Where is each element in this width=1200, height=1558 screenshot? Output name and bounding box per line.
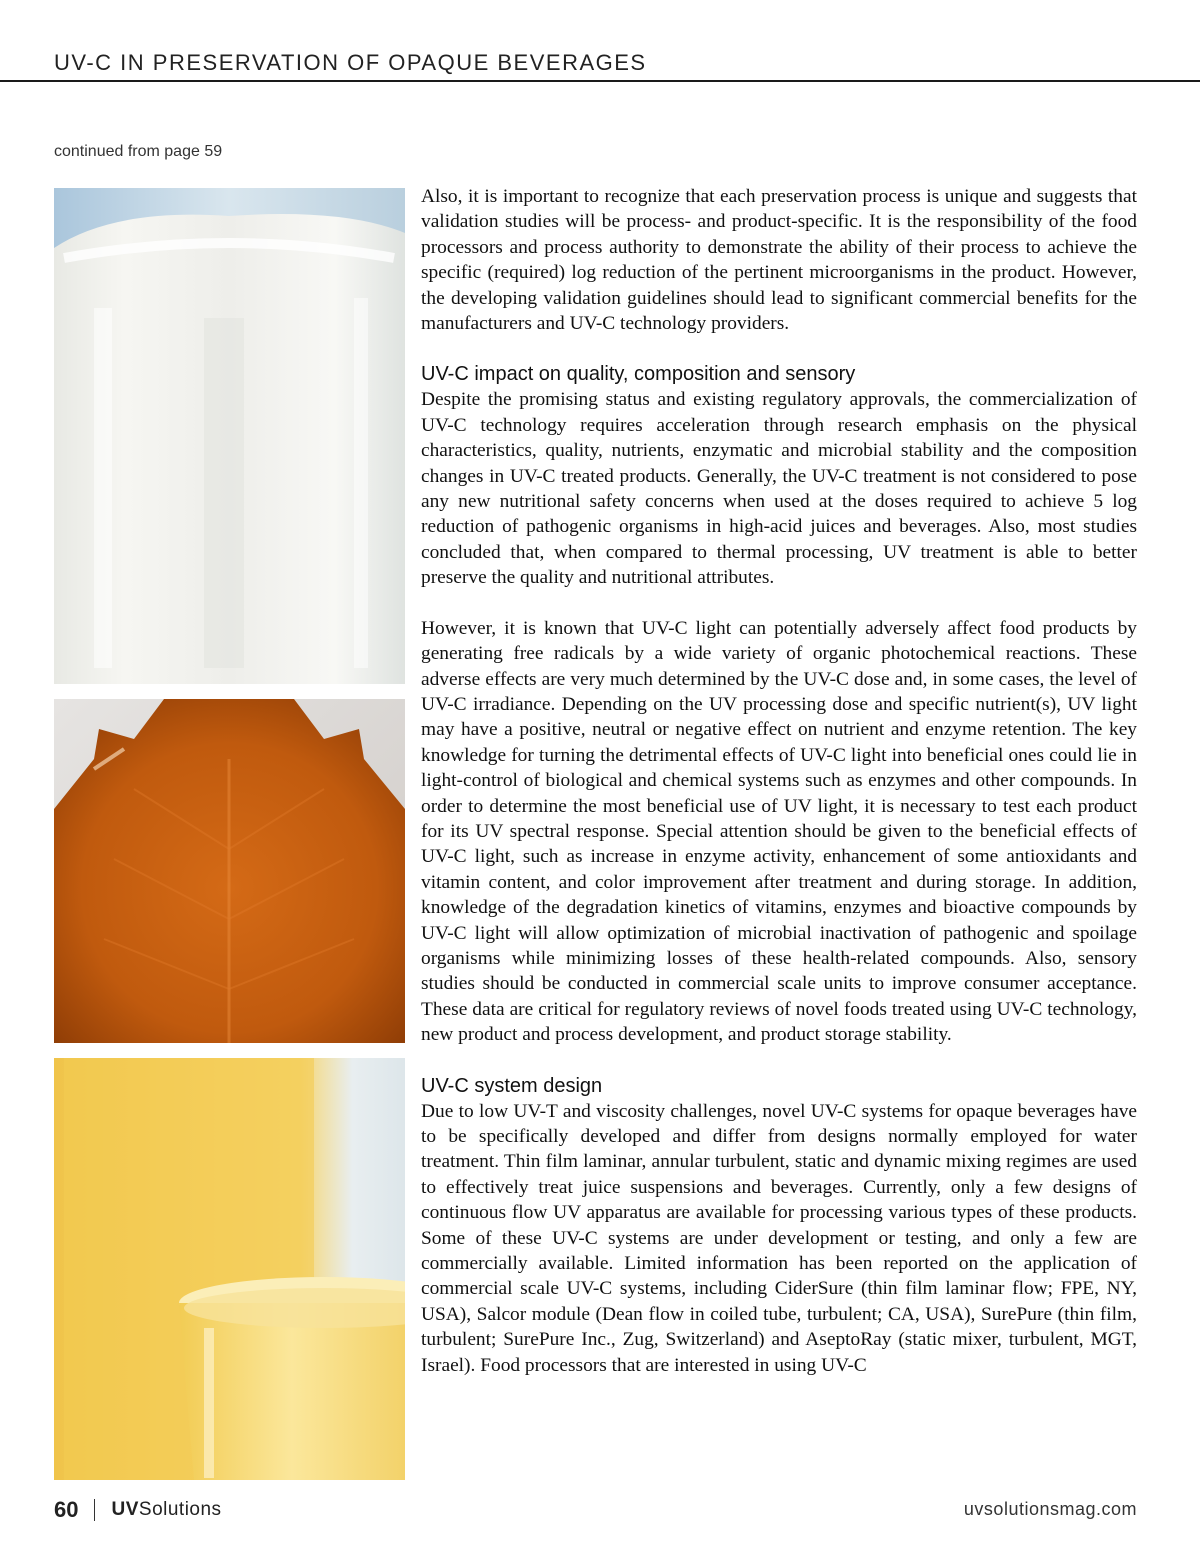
heading-quality: UV-C impact on quality, composition and sensory	[421, 363, 856, 386]
paragraph-quality: Despite the promising status and existing regulatory approvals, the commercialization of UV-C technology requires acceleration through research emphasis on the physical characteristics, quality, nutrients, enzymatic and microbial stability and the composition changes in UV-C treated products. Generally, the UV-C treatment is not considered to pose any new nutritional safety concerns when used at the doses required to achieve 5 log reduction of pathogenic organisms in high-acid juices and beverages. Also, most studies concluded that, when compared to thermal processing, UV treatment is able to better preserve the quality and nutritional attributes.	[421, 389, 1137, 589]
page-number: 60	[54, 1497, 79, 1522]
footer	[54, 1497, 222, 1523]
footer-separator	[94, 1499, 95, 1521]
paragraph-validation: Also, it is important to recognize that each preservation process is unique and suggests that validation studies will be process- and product-specific. It is the responsibility of the food processors and process authority to demonstrate the ability of their process to achieve the specific (required) log reduction of the pertinent microorganisms in the product. However, the developing validation guidelines should lead to significant commercial benefits for the manufacturers and UV-C technology providers.	[421, 186, 1137, 335]
heading-system-design: UV-C system design	[421, 1074, 603, 1097]
magazine-name-light: Solutions	[138, 1499, 222, 1520]
header-rule	[0, 80, 1200, 82]
magazine-name-bold: UV	[111, 1499, 139, 1520]
paragraph-adverse-effects: However, it is known that UV-C light can potentially adversely affect food products by generating free radicals by a wide variety of organic photochemical reactions. These adverse effects are very much determined by the UV-C dose and, in some cases, the level of UV-C irradiance. Depending on the UV processing dose and specific nutrient(s), UV light may have a positive, neutral or negative effect on nutrient and enzyme retention. The key knowledge for turning the detrimental effects of UV-C light into beneficial ones could lie in light-control of biological and chemical systems such as enzymes and other compounds. In order to determine the most beneficial use of UV light, it is necessary to test each product for its UV spectral response. Special attention should be given to the beneficial effects of UV-C light, such as increase in enzyme activity, enhancement of some antioxidants and vitamin content, and color improvement after treatment and during storage. In addition, knowledge of the degradation kinetics of vitamins, enzymes and bioactive compounds by UV-C light will allow optimization of microbial inactivation of pathogenic and spoilage organisms while minimizing losses of these health-related compounds. Also, sensory studies should be conducted in commercial scale units to improve consumer acceptance. These data are critical for regulatory reviews of novel foods treated using UV-C technology, new product and process development, and product storage stability.	[421, 617, 1137, 1046]
website-url: uvsolutionsmag.com	[963, 1499, 1137, 1519]
running-head-title: UV-C IN PRESERVATION OF OPAQUE BEVERAGES	[54, 50, 647, 75]
article-body	[421, 184, 1137, 1378]
continued-note: continued from page 59	[54, 143, 223, 160]
orange-juice-photo	[54, 1058, 405, 1480]
paragraph-system-design: Due to low UV-T and viscosity challenges, novel UV-C systems for opaque beverages have to be specifically developed and differ from designs normally employed for water treatment. Thin film laminar, annular turbulent, static and dynamic mixing regimes are used to effectively treat juice suspensions and beverages. Currently, only a few designs of continuous flow UV apparatus are available for processing various types of these products. Some of these UV-C systems are under development or testing, and only a few are commercially available. Limited information has been reported on the application of commercial scale UV-C systems, including CiderSure (thin film laminar flow; FPE, NY, USA), Salcor module (Dean flow in coiled tube, turbulent; CA, USA), SurePure (thin film, turbulent; SurePure Inc., Zug, Switzerland) and AseptoRay (static mixer, turbulent, MGT, Israel). Food processors that are interested in using UV-C	[421, 1100, 1137, 1376]
maple-syrup-photo	[54, 699, 405, 1043]
milk-pitcher-photo	[54, 188, 405, 684]
